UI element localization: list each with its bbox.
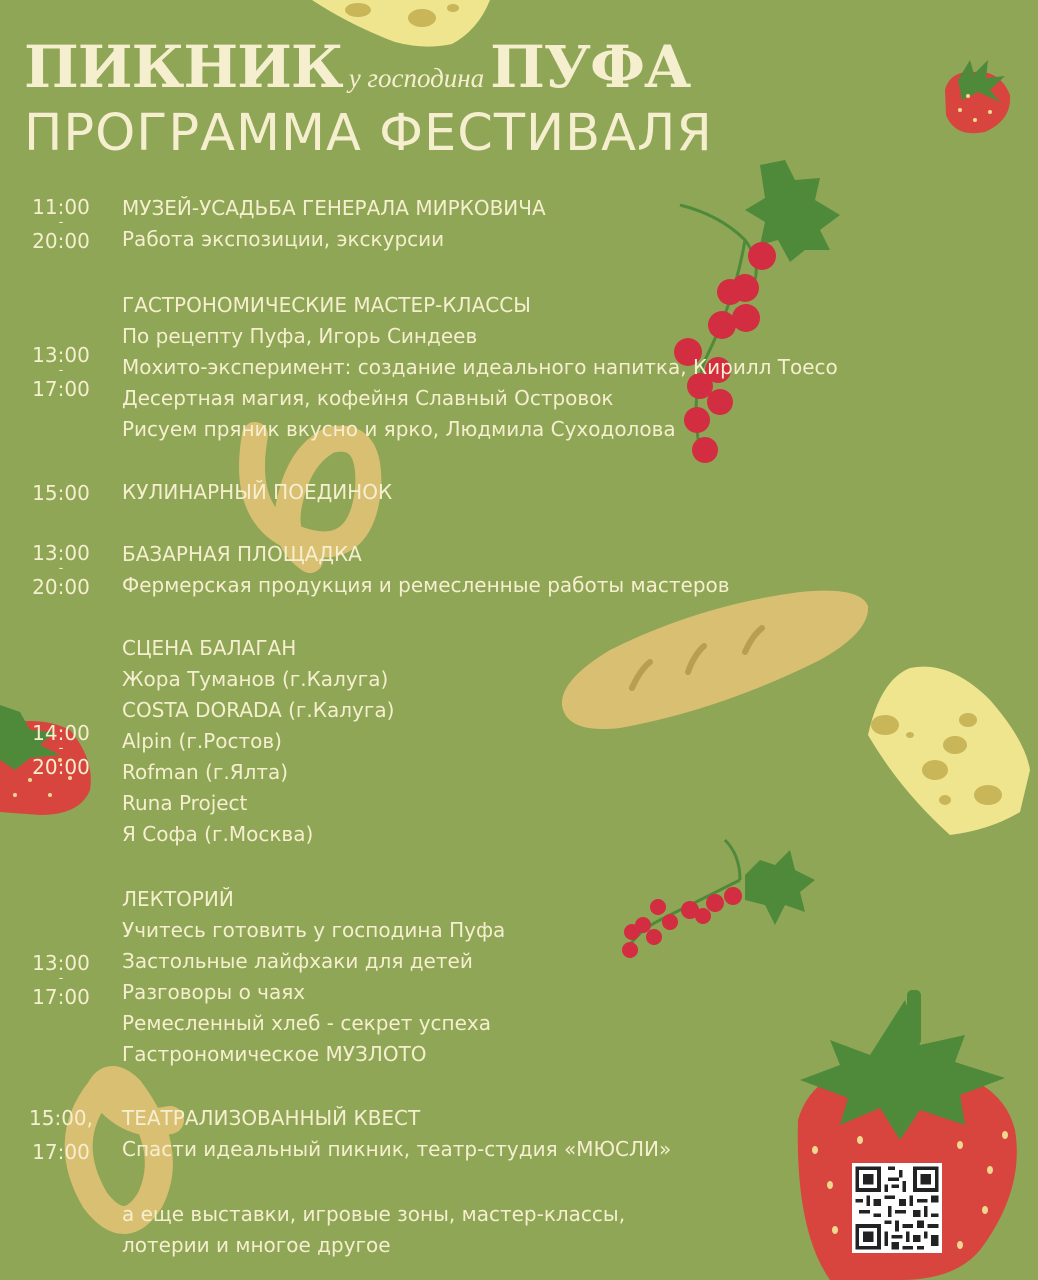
section-item: Я Софа (г.Москва): [122, 822, 314, 846]
time-slot: 13:00 - 17:00: [18, 338, 104, 406]
program-section: [122, 884, 505, 1070]
time-slot: 11:00 - 20:00: [18, 190, 104, 258]
footer-line: а еще выставки, игровые зоны, мастер-классы,: [122, 1202, 626, 1226]
cheese-illustration-right: [868, 667, 1030, 835]
section-item: Застольные лайфхаки для детей: [122, 949, 473, 973]
section-item: Жора Туманов (г.Калуга): [122, 667, 389, 691]
section-item: Мохито-эксперимент: создание идеального напитка, Кирилл Тоесо: [122, 355, 838, 379]
section-item: Alpin (г.Ростов): [122, 729, 282, 753]
time-start: 15:00: [32, 481, 90, 505]
section-item: Rofman (г.Ялта): [122, 760, 289, 784]
time-slot: [18, 476, 104, 510]
section-item: Десертная магия, кофейня Славный Островок: [122, 386, 614, 410]
time-start: 15:00,: [29, 1106, 93, 1130]
section-heading: ГАСТРОНОМИЧЕСКИЕ МАСТЕР-КЛАССЫ: [122, 293, 531, 317]
time-end: 20:00: [32, 755, 90, 779]
section-item: Runa Project: [122, 791, 248, 815]
currant-branch-illustration-lower: [622, 840, 815, 958]
title-part-middle: у господина: [348, 63, 485, 93]
section-heading: ЛЕКТОРИЙ: [122, 887, 234, 911]
title-part-picnic: ПИКНИК: [24, 33, 343, 101]
section-item: Рисуем пряник вкусно и ярко, Людмила Суходолова: [122, 417, 676, 441]
program-section: [122, 1103, 671, 1165]
time-slot: 14:00 - 20:00: [18, 716, 104, 784]
program-subtitle: ПРОГРАММА ФЕСТИВАЛЯ: [24, 104, 713, 163]
footer-line: лотерии и многое другое: [122, 1233, 391, 1257]
section-item: Спасти идеальный пикник, театр-студия «МЮСЛИ»: [122, 1137, 672, 1161]
section-item: Разговоры о чаях: [122, 980, 306, 1004]
time-end: 17:00: [32, 985, 90, 1009]
program-section: [122, 477, 392, 508]
program-section: [122, 539, 730, 601]
time-start: 13:00: [32, 343, 90, 367]
section-heading: МУЗЕЙ-УСАДЬБА ГЕНЕРАЛА МИРКОВИЧА: [122, 196, 546, 220]
section-heading: КУЛИНАРНЫЙ ПОЕДИНОК: [122, 480, 393, 504]
time-end: 17:00: [32, 377, 90, 401]
strawberry-illustration-top-right: [945, 60, 1010, 133]
time-end: 20:00: [32, 229, 90, 253]
section-item: COSTA DORADA (г.Калуга): [122, 698, 395, 722]
section-heading: БАЗАРНАЯ ПЛОЩАДКА: [122, 542, 362, 566]
time-start: 14:00: [32, 721, 90, 745]
section-item: Работа экспозиции, экскурсии: [122, 227, 445, 251]
qr-code[interactable]: [852, 1163, 942, 1253]
time-start: 13:00: [32, 951, 90, 975]
section-heading: ТЕАТРАЛИЗОВАННЫЙ КВЕСТ: [122, 1106, 421, 1130]
time-end: 17:00: [32, 1140, 90, 1164]
program-section: [122, 193, 546, 255]
time-slot: 13:00 - 20:00: [18, 536, 104, 604]
program-section: [122, 633, 394, 850]
time-start: 13:00: [32, 541, 90, 565]
baguette-illustration: [562, 591, 868, 729]
title-part-pufa: ПУФА: [490, 33, 691, 101]
time-slot: [18, 1101, 104, 1169]
time-slot: 13:00 - 17:00: [18, 946, 104, 1014]
section-item: Фермерская продукция и ремесленные работы мастеров: [122, 573, 730, 597]
section-item: Ремесленный хлеб - секрет успеха: [122, 1011, 492, 1035]
section-heading: СЦЕНА БАЛАГАН: [122, 636, 297, 660]
time-end: 20:00: [32, 575, 90, 599]
time-start: 11:00: [32, 195, 90, 219]
program-section: [122, 290, 838, 445]
section-item: Учитесь готовить у господина Пуфа: [122, 918, 506, 942]
section-item: Гастрономическое МУЗЛОТО: [122, 1042, 427, 1066]
section-item: По рецепту Пуфа, Игорь Синдеев: [122, 324, 478, 348]
footer-note: [122, 1199, 625, 1261]
festival-title: [24, 33, 691, 101]
